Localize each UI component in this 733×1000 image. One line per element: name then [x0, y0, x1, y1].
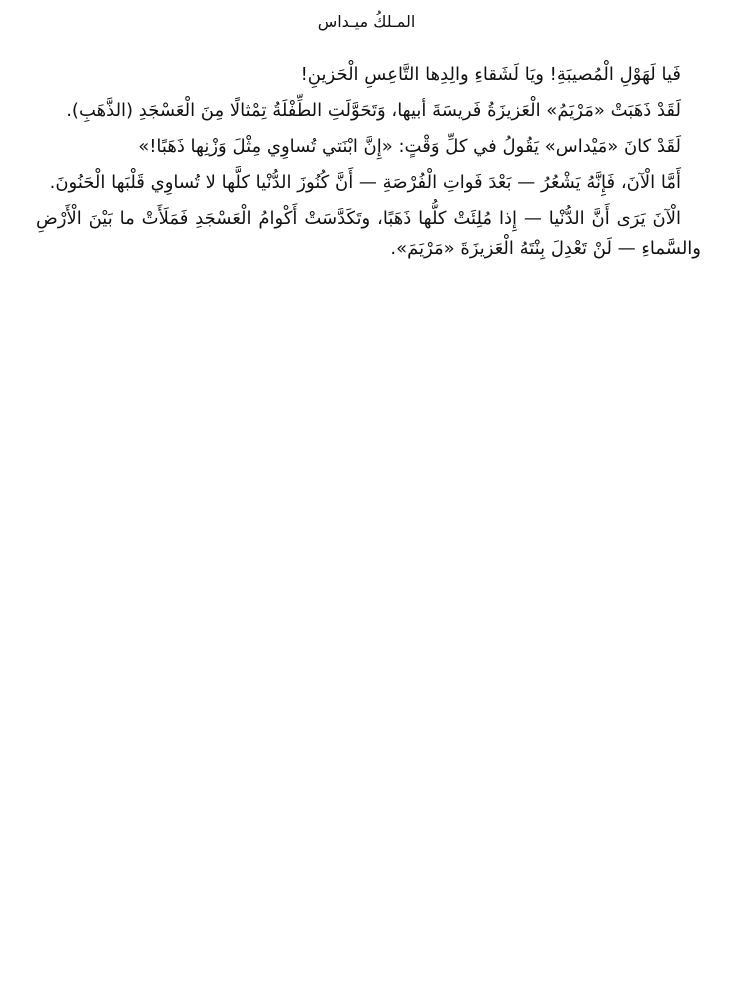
- paragraph-2: لَقَدْ ذَهَبَتْ «مَرْيَمُ» الْعَزيزَةُ فَريسَةَ أبيها، وَتَحَوَّلَتِ الطِّفْلَةُ تِمْثالًا مِنَ الْعَسْجَدِ (الذَّهَبِ).: [66, 100, 681, 121]
- running-header: المـلكُ ميـداس: [317, 12, 416, 31]
- paragraph-1: فَيا لَهَوْلِ الْمُصيبَةِ! ويَا لَشَقاءِ والِدِها التَّاعِسِ الْحَزينِ!: [300, 64, 681, 85]
- paragraph-5: الْآنَ يَرَى أَنَّ الدُّنْيا — إِذا مُلِئَتْ كلُّها ذَهَبًا، وتَكَدَّسَتْ أَكْوامُ الْعَسْجَدِ فَمَلَأَتْ ما بَيْنَ الْأَرْضِ والسَّماءِ — لَنْ تَعْدِلَ بِنْتَهُ الْعَزيزَةَ «مَرْيَمَ».: [36, 208, 701, 259]
- paragraph-3: لَقَدْ كانَ «مَيْداس» يَقُولُ في كلِّ وَقْتٍ: «إِنَّ ابْنَتي تُساوِي مِثْلَ وَزْنِها ذَهَبًا!»: [138, 136, 681, 157]
- body-text: [36, 60, 701, 270]
- paragraph-4: أَمَّا الْآنَ، فَإِنَّهُ يَشْعُرُ — بَعْدَ فَواتِ الْفُرْصَةِ — أَنَّ كُنُوزَ الدُّنْيا كلَّها لا تُساوِي قَلْبَها الْحَنُونَ.: [49, 172, 681, 193]
